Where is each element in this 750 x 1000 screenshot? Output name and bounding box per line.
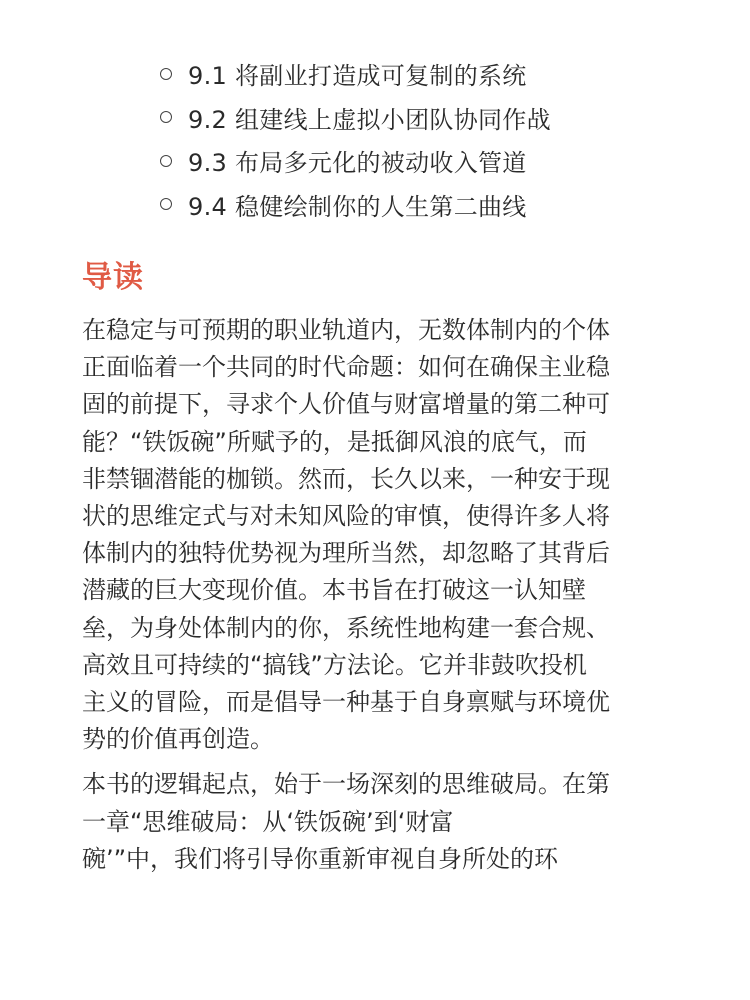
text-line: 一章“思维破局：从‘铁饭碗’到‘财富 <box>82 807 454 836</box>
toc-item-label: 9.3 布局多元化的被动收入管道 <box>188 149 527 178</box>
text-line: 体制内的独特优势视为理所当然，却忽略了其背后 <box>82 539 610 568</box>
hollow-circle-bullet-icon <box>160 111 172 123</box>
intro-body <box>82 312 672 886</box>
toc-item-label: 9.1 将副业打造成可复制的系统 <box>188 62 527 91</box>
hollow-circle-bullet-icon <box>160 198 172 210</box>
intro-paragraph-2 <box>82 766 672 878</box>
toc-item-9-3[interactable] <box>160 139 720 183</box>
text-line: 固的前提下，寻求个人价值与财富增量的第二种可 <box>82 390 610 419</box>
intro-paragraph-1 <box>82 312 672 758</box>
text-line: 状的思维定式与对未知风险的审慎，使得许多人将 <box>82 502 610 531</box>
toc-item-9-4[interactable] <box>160 183 720 227</box>
text-line: 势的价值再创造。 <box>82 725 274 754</box>
text-line: 本书的逻辑起点，始于一场深刻的思维破局。在第 <box>82 770 610 799</box>
text-line: 非禁锢潜能的枷锁。然而，长久以来，一种安于现 <box>82 464 610 493</box>
hollow-circle-bullet-icon <box>160 155 172 167</box>
text-line: 垒，为身处体制内的你，系统性地构建一套合规、 <box>82 613 610 642</box>
text-line: 能？“铁饭碗”所赋予的，是抵御风浪的底气，而 <box>82 427 587 456</box>
text-line: 正面临着一个共同的时代命题：如何在确保主业稳 <box>82 353 610 382</box>
text-line: 潜藏的巨大变现价值。本书旨在打破这一认知壁 <box>82 576 586 605</box>
section-heading-intro: 导读 <box>82 260 144 295</box>
text-line: 高效且可持续的“搞钱”方法论。它并非鼓吹投机 <box>82 650 587 679</box>
hollow-circle-bullet-icon <box>160 68 172 80</box>
toc-item-9-1[interactable] <box>160 52 720 96</box>
toc-item-label: 9.4 稳健绘制你的人生第二曲线 <box>188 192 527 221</box>
toc-item-label: 9.2 组建线上虚拟小团队协同作战 <box>188 105 551 134</box>
toc-item-9-2[interactable] <box>160 96 720 140</box>
text-line: 在稳定与可预期的职业轨道内，无数体制内的个体 <box>82 316 610 344</box>
text-line: 碗’”中，我们将引导你重新审视自身所处的环 <box>82 844 559 873</box>
text-line: 主义的冒险，而是倡导一种基于自身禀赋与环境优 <box>82 688 610 717</box>
table-of-contents <box>160 52 720 226</box>
